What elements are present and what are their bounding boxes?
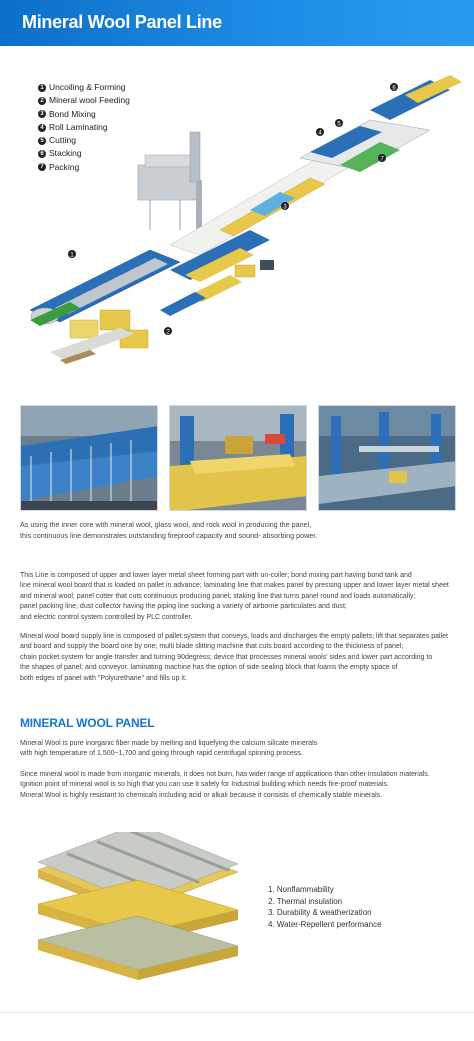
marker-5: 5: [337, 121, 341, 128]
upper-line: [170, 75, 462, 255]
photo-laminating-line: [318, 405, 456, 511]
legend-item: 2 Mineral wool Feeding: [38, 94, 130, 107]
photo-mineral-wool-feeding: [169, 405, 307, 511]
marker-6: 6: [392, 85, 396, 92]
panel-illustration: [28, 832, 250, 982]
mineral-wool-definition: Mineral Wool is pure inorganic fiber made by melting and liquefying the calcium silicate minerals with high temperature of 1,500~1,700 and going through rapid centrifugal spinning process.: [20, 740, 318, 758]
feature-list: [268, 884, 382, 930]
marker-1: 1: [70, 252, 74, 259]
section-title: MINERAL WOOL PANEL: [20, 716, 155, 730]
supply-line-description: Mineral wool board supply line is composed of pallet system that conveys, loads and discharges the empty pallets; lift that separates pallet and board and supply the board one by one; multi blade slitting machine that cuts board according to the thickness of panel; chain pocket system for angle transfer and turning 90degress; device that processes mineral wools' sides and lower part according to the shapes of panel; and conveyor. laminating machine has the option of side sealing block that foams the empty space of both edges of panel with "Polyurethane" and fills up it.: [20, 633, 449, 682]
marker-4: 4: [318, 130, 322, 137]
feature-item: 3. Durability & weatherization: [268, 908, 372, 918]
legend-item: 1 Uncoiling & Forming: [38, 81, 130, 94]
dust-collector: [138, 132, 202, 235]
feature-item: 1. Nonflammability: [268, 885, 334, 894]
line-description: This Line is composed of upper and lower layer metal sheet forming part with un-coiler; bond mixing part having bond tank and line mineral wool board that is loaded on pallet in advance; laminating line that makes panel by pressing upper and lower layer metal sheet and mineral wool; panel cutter that cuts continuous producing panel; staking line that turns panel round and loads automatically; panel packing line; dust collector having the piping line sucking a variety of airborne particulates and dust; and electric control system controlled by PLC controller.: [20, 572, 449, 621]
feature-item: 2. Thermal insulation: [268, 896, 343, 906]
mineral-wool-properties: Since mineral wool is made from inorganic minerals, it does not burn, has wider range of applications than other insulation materials. Ignition point of mineral wool is so high that you can use it safely for Industrial building which needs fire-proof materials. Mineral Wool is highly resistant to chemicals including acid or alkali because it consists of chemically stable minerals.: [20, 771, 430, 799]
factory-photos: [20, 405, 456, 511]
marker-2: 2: [166, 329, 170, 336]
legend-item: 7 Packing: [38, 161, 130, 174]
legend-item: 6 Stacking: [38, 147, 130, 160]
page-header: [0, 0, 474, 46]
process-legend: [38, 81, 130, 174]
photo-caption: As using the inner core with mineral wool, glass wool, and rock wool in producing the panel, this continuous line demonstrates outstanding fireproof capacity and sound- absorbing power.: [20, 520, 318, 540]
legend-item: 5 Cutting: [38, 134, 130, 147]
footer-divider: [0, 1012, 474, 1013]
photo-forming-rolls: [20, 405, 158, 511]
page-title: Mineral Wool Panel Line: [22, 12, 222, 32]
legend-item: 4 Roll Laminating: [38, 121, 130, 134]
legend-item: 3 Bond Mixing: [38, 108, 130, 121]
marker-7: 7: [380, 156, 384, 163]
marker-3: 3: [283, 204, 287, 211]
feature-item: 4. Water-Repellent performance: [268, 919, 382, 929]
